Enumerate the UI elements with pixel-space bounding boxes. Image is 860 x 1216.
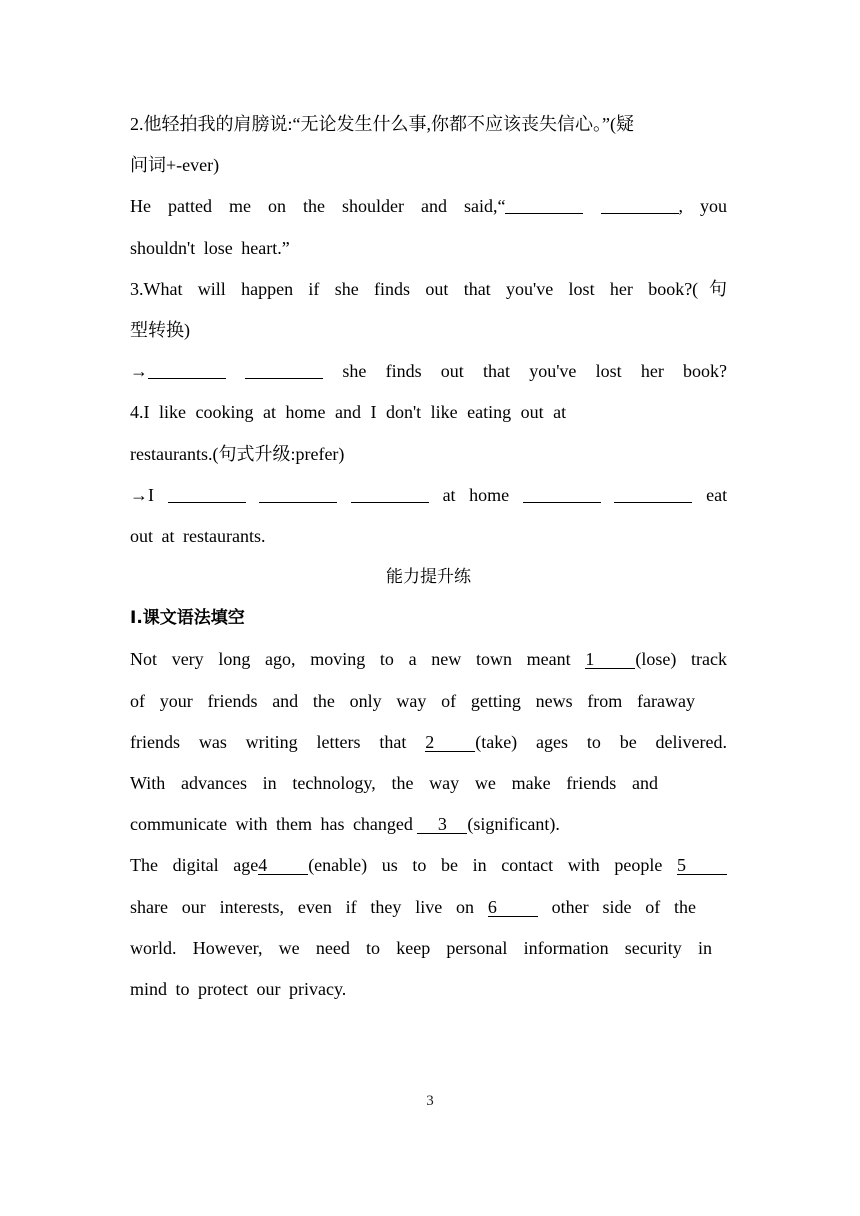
- question-2-line-3: He patted me on the shoulder and said,“ , you: [130, 196, 728, 217]
- question-2-line-4: shouldn't lose heart.”: [130, 237, 290, 258]
- answer-blank[interactable]: [614, 484, 692, 503]
- answer-blank-5[interactable]: 5: [677, 856, 727, 875]
- question-4-line-4: out at restaurants.: [130, 525, 266, 546]
- question-3-line-2: 型转换): [130, 319, 190, 340]
- passage-line-4: With advances in technology, the way we make friends and: [130, 773, 658, 793]
- answer-blank-4[interactable]: 4: [258, 856, 308, 875]
- answer-blank-2[interactable]: 2: [425, 733, 475, 752]
- answer-blank[interactable]: [523, 484, 601, 503]
- document-body: [130, 104, 727, 1010]
- question-4-line-1: 4.I like cooking at home and I don't like eating out at: [130, 402, 567, 423]
- passage-line-5: communicate with them has changed 3 (significant).: [130, 814, 560, 835]
- answer-blank[interactable]: [245, 360, 323, 379]
- answer-blank[interactable]: [505, 195, 583, 214]
- section-title: 能力提升练: [386, 567, 471, 588]
- answer-blank-3[interactable]: 3: [417, 815, 467, 834]
- passage-line-1: Not very long ago, moving to a new town meant 1 (lose) track: [130, 649, 728, 670]
- answer-blank[interactable]: [601, 195, 679, 214]
- answer-blank[interactable]: [168, 484, 246, 503]
- passage-line-6: The digital age4 (enable) us to be in contact with people 5: [130, 845, 727, 886]
- answer-blank-1[interactable]: 1: [585, 650, 635, 669]
- question-3-line-3: → she finds out that you've lost her book?: [130, 361, 728, 382]
- subsection-title: Ⅰ.课文语法填空: [130, 608, 245, 629]
- answer-blank-6[interactable]: 6: [488, 898, 538, 917]
- passage-line-3: friends was writing letters that 2 (take) ages to be delivered.: [130, 731, 728, 752]
- passage-line-9: mind to protect our privacy.: [130, 978, 347, 999]
- passage-line-8: world. However, we need to keep personal information security in: [130, 937, 712, 958]
- answer-blank[interactable]: [148, 360, 226, 379]
- answer-blank[interactable]: [259, 484, 337, 503]
- question-2-line-2: 问词+-ever): [130, 155, 220, 176]
- question-4-line-3: →I at home eat: [130, 484, 728, 505]
- answer-blank[interactable]: [351, 484, 429, 503]
- question-3-line-1: 3.What will happen if she finds out that you've lost her book?(句: [130, 278, 727, 299]
- passage-line-2: of your friends and the only way of getting news from faraway: [130, 690, 695, 711]
- page-number: 3: [426, 1093, 434, 1109]
- question-4-line-2: restaurants.(句式升级:prefer): [130, 443, 345, 464]
- passage-line-7: share our interests, even if they live on 6 other side of the: [130, 896, 697, 917]
- question-2-line-1: 2.他轻拍我的肩膀说:“无论发生什么事,你都不应该丧失信心。”(疑: [130, 114, 634, 134]
